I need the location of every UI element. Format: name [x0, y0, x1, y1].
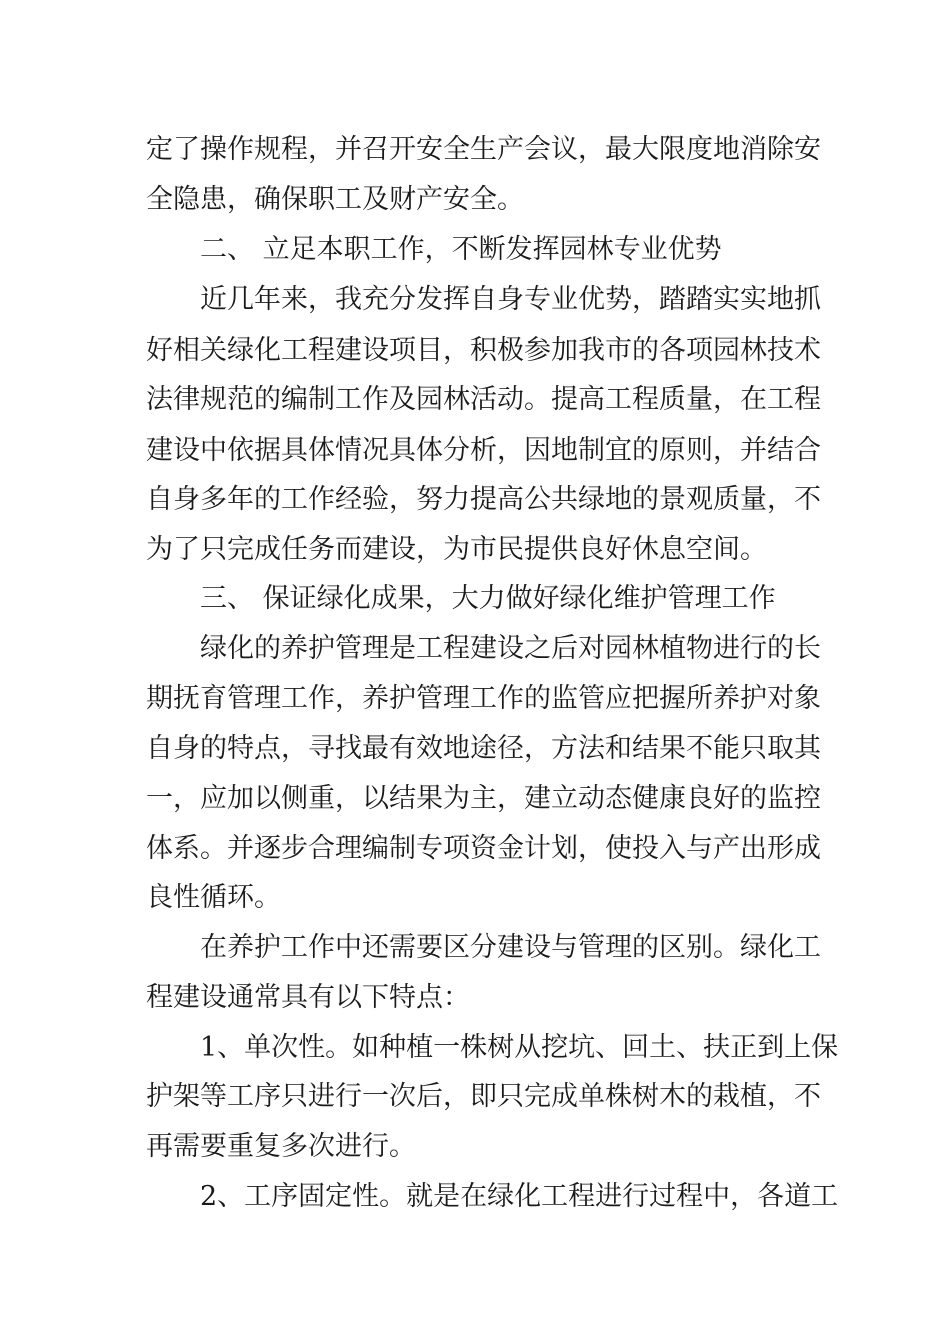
paragraph-line: 自身的特点，寻找最有效地途径，方法和结果不能只取其 — [146, 733, 821, 764]
paragraph-line: 期抚育管理工作，养护管理工作的监管应把握所养护对象 — [146, 683, 821, 714]
list-item-line: 护架等工序只进行一次后，即只完成单株树木的栽植，不 — [146, 1081, 821, 1112]
list-item-line: 1、单次性。如种植一株树从挖坑、回土、扶正到上保 — [200, 1032, 839, 1063]
paragraph-line: 近几年来，我充分发挥自身专业优势，踏踏实实地抓 — [200, 284, 821, 315]
section-heading: 三、 保证绿化成果，大力做好绿化维护管理工作 — [200, 583, 776, 614]
paragraph-line: 建设中依据具体情况具体分析，因地制宜的原则，并结合 — [146, 435, 821, 466]
paragraph-line: 良性循环。 — [146, 882, 281, 913]
paragraph-line: 为了只完成任务而建设，为市民提供良好休息空间。 — [146, 534, 767, 565]
list-item-line: 再需要重复多次进行。 — [146, 1131, 416, 1162]
paragraph-line: 在养护工作中还需要区分建设与管理的区别。绿化工 — [200, 932, 821, 963]
paragraph-line: 定了操作规程，并召开安全生产会议，最大限度地消除安 — [146, 134, 821, 165]
list-item-line: 2、工序固定性。就是在绿化工程进行过程中，各道工 — [200, 1181, 839, 1212]
paragraph-line: 法律规范的编制工作及园林活动。提高工程质量，在工程 — [146, 384, 821, 415]
paragraph-line: 程建设通常具有以下特点： — [146, 982, 470, 1013]
paragraph-line: 绿化的养护管理是工程建设之后对园林植物进行的长 — [200, 633, 821, 664]
paragraph-line: 好相关绿化工程建设项目，积极参加我市的各项园林技术 — [146, 335, 821, 366]
paragraph-line: 一，应加以侧重，以结果为主，建立动态健康良好的监控 — [146, 783, 821, 814]
paragraph-line: 自身多年的工作经验，努力提高公共绿地的景观质量，不 — [146, 484, 821, 515]
section-heading: 二、 立足本职工作，不断发挥园林专业优势 — [200, 234, 722, 265]
paragraph-line: 全隐患，确保职工及财产安全。 — [146, 184, 524, 215]
paragraph-line: 体系。并逐步合理编制专项资金计划，使投入与产出形成 — [146, 833, 821, 864]
